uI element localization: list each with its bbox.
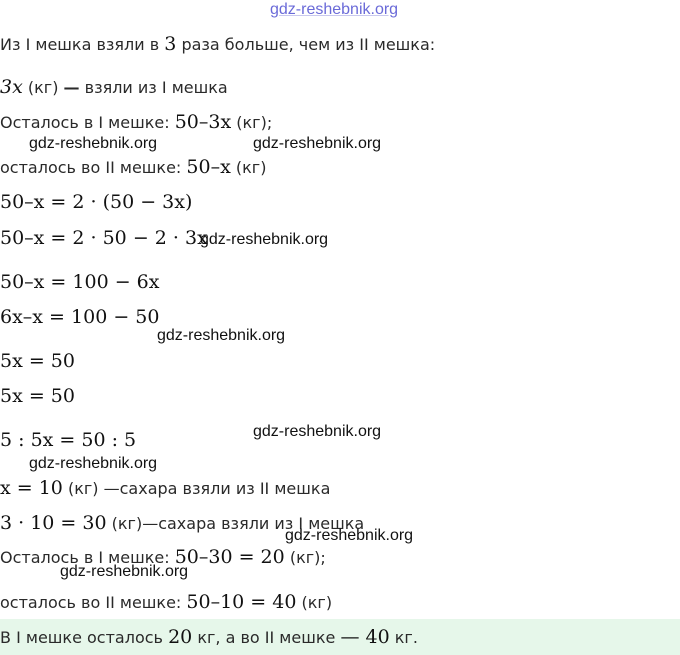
math-expression: 50–x = 100 − 6x [0, 271, 160, 293]
solution-line-15 [0, 591, 332, 614]
text-segment: (кг) [296, 593, 333, 612]
watermark: gdz-reshebnik.org [200, 231, 329, 248]
dash: — [340, 626, 360, 648]
watermark-top: gdz-reshebnik.org [270, 1, 399, 18]
math-expression: 50–x = 2 · 50 − 2 · 3x [0, 227, 208, 249]
solution-line-1 [0, 33, 435, 56]
math-expression: 3x [0, 76, 23, 98]
math-expression: 6x–x = 100 − 50 [0, 306, 160, 328]
watermark: gdz-reshebnik.org [29, 455, 158, 472]
text-segment: (кг); [231, 113, 273, 132]
solution-line-7 [0, 271, 159, 294]
text-segment: Осталось в I мешке: [0, 113, 175, 132]
solution-line-5 [0, 191, 192, 214]
watermark: gdz-reshebnik.org [253, 135, 382, 152]
math-expression: 50–x = 2 · (50 − 3x) [0, 191, 193, 213]
text-segment: В I мешке осталось [0, 628, 169, 647]
text-segment: (кг); [284, 548, 326, 567]
solution-line-3 [0, 111, 272, 134]
watermark: gdz-reshebnik.org [29, 135, 158, 152]
dash: — [63, 78, 80, 97]
text-segment: (кг) [230, 158, 267, 177]
text-segment: Осталось в I мешке: [0, 548, 175, 567]
solution-line-2 [0, 76, 228, 99]
math-expression: 3 · 10 = 30 [0, 512, 107, 534]
solution-line-12 [0, 477, 330, 500]
solution-line-4 [0, 156, 266, 179]
text-segment: (кг)—сахара взяли из I мешка [106, 514, 365, 533]
solution-line-6 [0, 227, 208, 250]
text-segment: раза больше, чем из II мешка: [176, 35, 436, 54]
text-segment: кг, а во II мешке [192, 628, 341, 647]
math-expression: 50–3x [174, 111, 232, 133]
text-segment: (кг) [22, 78, 64, 97]
watermark: gdz-reshebnik.org [60, 563, 189, 580]
text-segment: взяли из I мешка [79, 78, 228, 97]
math-number: 3 [164, 33, 177, 55]
math-expression: 5x = 50 [0, 350, 75, 372]
answer-box [0, 619, 680, 655]
text-segment: кг. [389, 628, 418, 647]
math-expression: 5 : 5x = 50 : 5 [0, 429, 137, 451]
math-expression: x = 10 [0, 477, 63, 499]
math-number: 20 [168, 626, 193, 648]
answer-line [0, 626, 418, 649]
text-segment: Из I мешка взяли в [0, 35, 165, 54]
math-expression: 5x = 50 [0, 385, 75, 407]
math-expression: 50–30 = 20 [174, 546, 285, 568]
text-segment: (кг) —сахара взяли из II мешка [62, 479, 331, 498]
watermark: gdz-reshebnik.org [157, 327, 286, 344]
math-expression: 50–x [186, 156, 231, 178]
math-number: 40 [359, 626, 390, 648]
solution-line-9 [0, 350, 75, 373]
text-segment: осталось во II мешке: [0, 593, 187, 612]
solution-line-10 [0, 385, 75, 408]
text-segment: осталось во II мешке: [0, 158, 187, 177]
solution-line-11 [0, 429, 136, 452]
watermark: gdz-reshebnik.org [253, 423, 382, 440]
solution-line-8 [0, 306, 159, 329]
watermark: gdz-reshebnik.org [285, 527, 414, 544]
math-expression: 50–10 = 40 [186, 591, 297, 613]
